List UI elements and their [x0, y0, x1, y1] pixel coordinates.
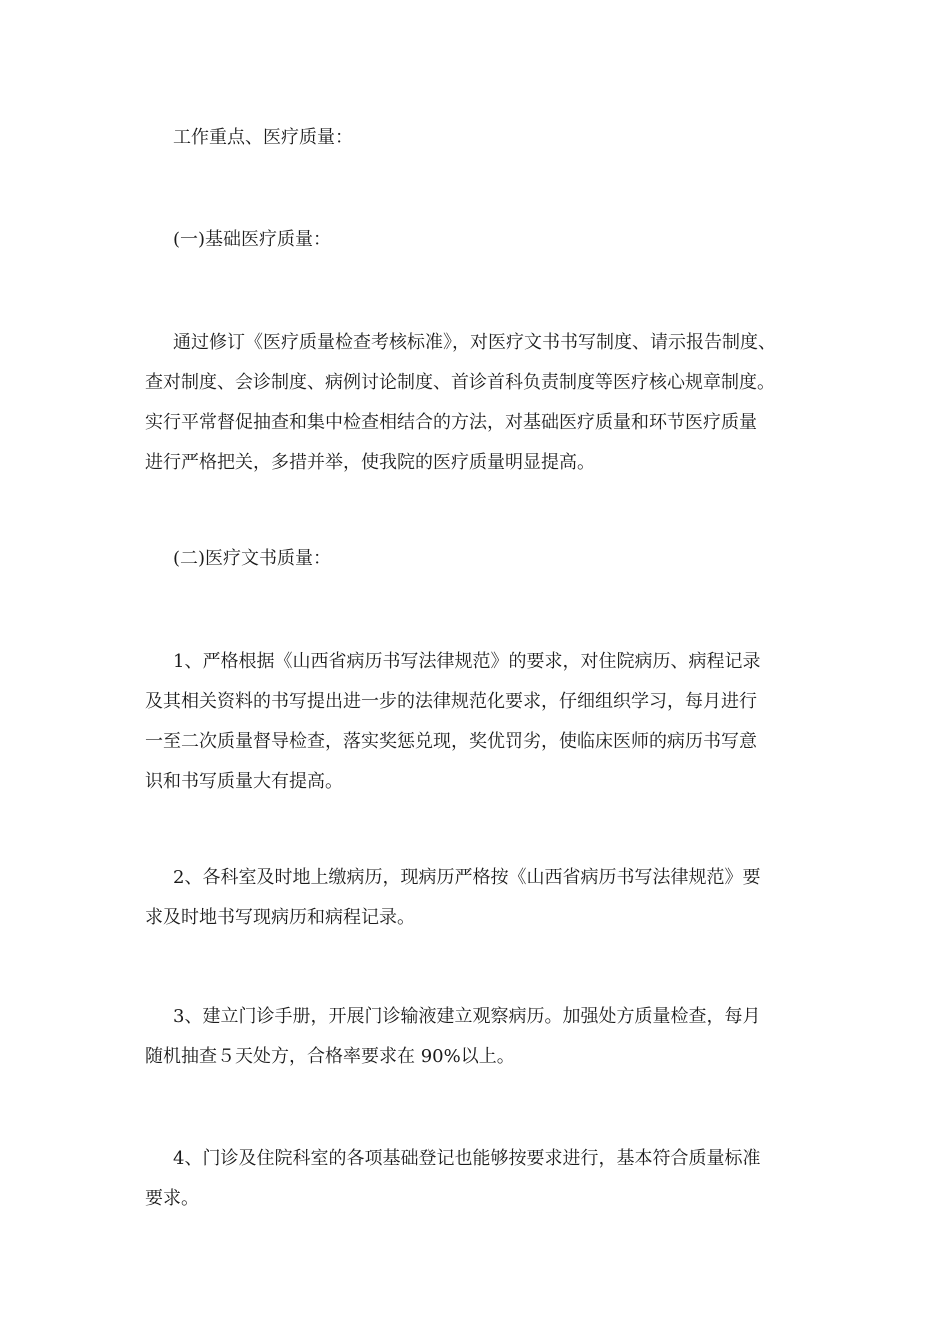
paragraph-line: 求及时地书写现病历和病程记录。 — [145, 907, 415, 928]
paragraph-line: 及其相关资料的书写提出进一步的法律规范化要求，仔细组织学习，每月进行 — [145, 691, 757, 712]
section1-title-text: (一)基础医疗质量： — [173, 229, 332, 250]
paragraph-line: 4、门诊及住院科室的各项基础登记也能够按要求进行，基本符合质量标准 — [173, 1148, 761, 1169]
paragraph-line: 一至二次质量督导检查，落实奖惩兑现，奖优罚劣，使临床医师的病历书写意 — [145, 731, 757, 752]
heading-text: 工作重点、医疗质量： — [173, 127, 353, 148]
heading — [145, 118, 825, 158]
paragraph-basic-quality — [145, 323, 825, 483]
paragraph-line: 2、各科室及时地上缴病历，现病历严格按《山西省病历书写法律规范》要 — [173, 867, 761, 888]
paragraph-line: 要求。 — [145, 1188, 199, 1209]
list-item-4 — [145, 1139, 825, 1219]
list-item-1 — [145, 642, 825, 802]
section2-title — [145, 539, 825, 579]
section1-title — [145, 220, 825, 260]
section2-title-text: (二)医疗文书质量： — [173, 548, 332, 569]
paragraph-line: 进行严格把关，多措并举，使我院的医疗质量明显提高。 — [145, 452, 595, 473]
list-item-3 — [145, 997, 825, 1077]
paragraph-line: 通过修订《医疗质量检查考核标准》，对医疗文书书写制度、请示报告制度、 — [173, 332, 776, 353]
paragraph-line: 随机抽查５天处方，合格率要求在 90%以上。 — [145, 1046, 515, 1067]
list-item-2 — [145, 858, 825, 938]
paragraph-line: 3、建立门诊手册，开展门诊输液建立观察病历。加强处方质量检查，每月 — [173, 1006, 761, 1027]
paragraph-line: 查对制度、会诊制度、病例讨论制度、首诊首科负责制度等医疗核心规章制度。 — [145, 372, 775, 393]
paragraph-line: 1、严格根据《山西省病历书写法律规范》的要求，对住院病历、病程记录 — [173, 651, 761, 672]
paragraph-line: 识和书写质量大有提高。 — [145, 771, 343, 792]
paragraph-line: 实行平常督促抽查和集中检查相结合的方法，对基础医疗质量和环节医疗质量 — [145, 412, 757, 433]
